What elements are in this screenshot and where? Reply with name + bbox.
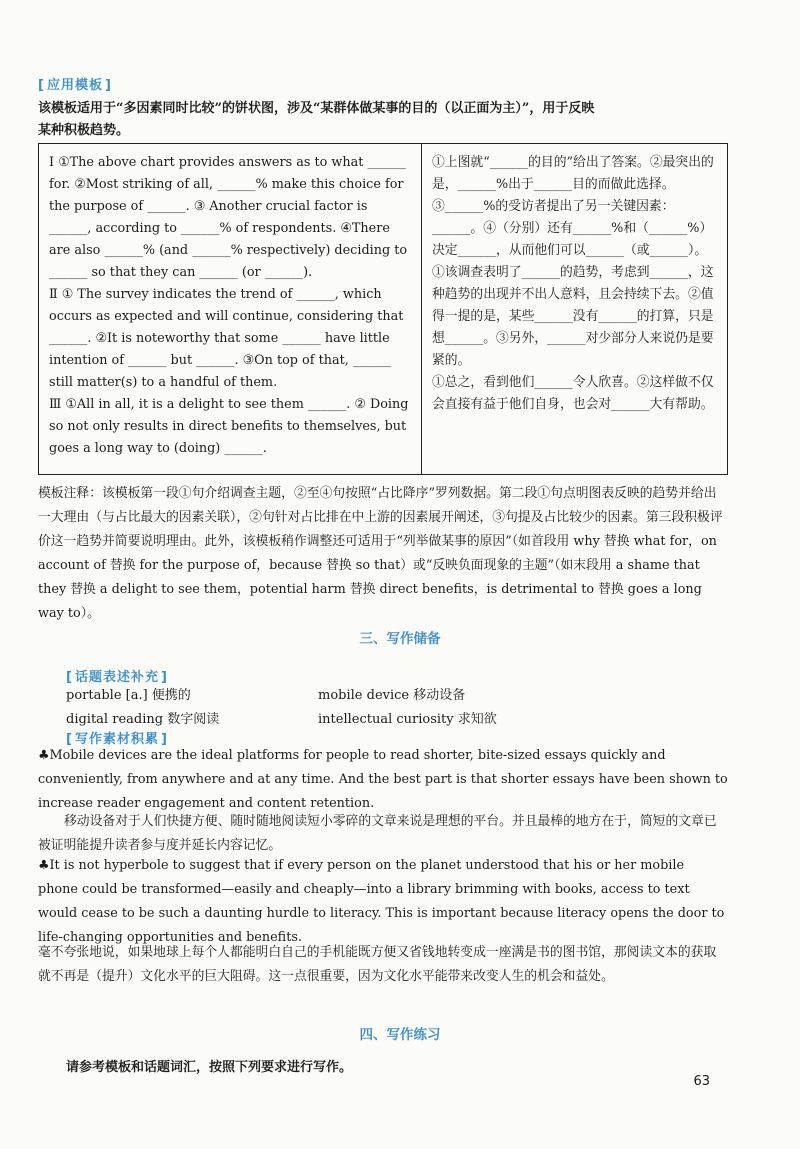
vocab-item-mobile-device: mobile device 移动设备 <box>318 688 466 703</box>
topic-tag: [ 话题表述补充 ] <box>66 666 168 685</box>
template-tag: [ 应用模板 ] <box>38 74 112 93</box>
english-paragraph-1: Ⅰ ①The above chart provides answers as to what ______ for. ②Most striking of all, ______% make this choice for the purpose of ______. ③ Another crucial factor is ______, according to ______% of respondents. ④There are also ______% (and ______% respectively) deciding to ______ so that they can ______ (or ______). <box>49 155 408 280</box>
vocab-item-digital-reading: digital reading 数字阅读 <box>66 712 220 727</box>
vocab-item-intellectual-curiosity: intellectual curiosity 求知欲 <box>318 712 497 727</box>
material-1-english: ♣Mobile devices are the ideal platforms for people to read shorter, bite-sized essays quickly and conveniently, from anywhere and at any time. And the best part is that shorter essays have been shown to increase reader engagement and content retention. <box>38 748 728 811</box>
page-number: 63 <box>693 1074 710 1089</box>
template-note: 模板注释：该模板第一段①句介绍调查主题，②至④句按照“占比降序”罗列数据。第二段①句点明图表反映的趋势并给出一大理由（与占比最大的因素关联），②句针对占比排在中上游的因素展开阐述，③句提及占比较少的因素。第三段积极评价这一趋势并简要说明理由。此外，该模板稍作调整还可适用于“列举做某事的原因”（如首段用 why 替换 what for，on account of 替换 for the purpose of，because 替换 so that）或“反映负面现象的主题”（如末段用 a shame that they 替换 a delight to see them，potential harm 替换 direct benefits，is detrimental to 替换 goes a long way to）。 <box>38 486 723 621</box>
section-4-title: 四、写作练习 <box>359 1027 441 1043</box>
chinese-paragraph-1: ①上图就“______的目的”给出了答案。②最突出的是，______%出于______目的而做此选择。③______%的受访者提出了另一关键因素：______。④（分别）还有______%和（______%）决定______，从而他们可以______（或______）。 <box>432 155 714 258</box>
material-2-english: ♣It is not hyperbole to suggest that if every person on the planet understood that his or her mobile phone could be transformed—easily and cheaply—into a library brimming with books, access to text would cease to be such a daunting hurdle to literacy. This is important because literacy opens the door to life-changing opportunities and benefits. <box>38 858 725 945</box>
english-paragraph-2: Ⅱ ① The survey indicates the trend of ______, which occurs as expected and will continue, considering that ______. ②It is noteworthy that some ______ have little intention of ______ but ______. ③On top of that, ______ still matter(s) to a handful of them. <box>49 287 404 390</box>
intro-line-2: 某种积极趋势。 <box>38 123 130 138</box>
vocab-item-portable: portable [a.] 便携的 <box>66 688 191 703</box>
template-english-column <box>39 144 422 474</box>
writing-instruction: 请参考模板和话题词汇，按照下列要求进行写作。 <box>66 1060 353 1075</box>
material-2-chinese: 毫不夸张地说，如果地球上每个人都能明白自己的手机能既方便又省钱地转变成一座满是书的图书馆，那阅读文本的获取就不再是（提升）文化水平的巨大阻碍。这一点很重要，因为文化水平能带来改变人生的机会和益处。 <box>38 945 717 984</box>
club-icon: ♣ <box>38 748 50 763</box>
section-3-title: 三、写作储备 <box>359 631 441 647</box>
chinese-paragraph-3: ①总之，看到他们______令人欣喜。②这样做不仅会直接有益于他们自身，也会对______大有帮助。 <box>432 375 714 412</box>
chinese-paragraph-2: ①该调查表明了______的趋势，考虑到______，这种趋势的出现并不出人意料，且会持续下去。②值得一提的是，某些______没有______的打算，只是想______。③另外，______对少部分人来说仍是要紧的。 <box>432 265 714 368</box>
template-chinese-column <box>422 144 727 474</box>
material-1-chinese: 移动设备对于人们快捷方便、随时随地阅读短小零碎的文章来说是理想的平台。并且最棒的地方在于，简短的文章已被证明能提升读者参与度并延长内容记忆。 <box>38 814 717 853</box>
material-tag: [ 写作素材积累 ] <box>66 728 168 747</box>
english-paragraph-3: Ⅲ ①All in all, it is a delight to see them ______. ② Doing so not only results in direct benefits to themselves, but goes a long way to (doing) ______. <box>49 397 409 456</box>
club-icon: ♣ <box>38 858 50 873</box>
intro-line-1: 该模板适用于“多因素同时比较”的饼状图，涉及“某群体做某事的目的（以正面为主）”，用于反映 <box>38 101 595 116</box>
template-table <box>38 143 728 475</box>
